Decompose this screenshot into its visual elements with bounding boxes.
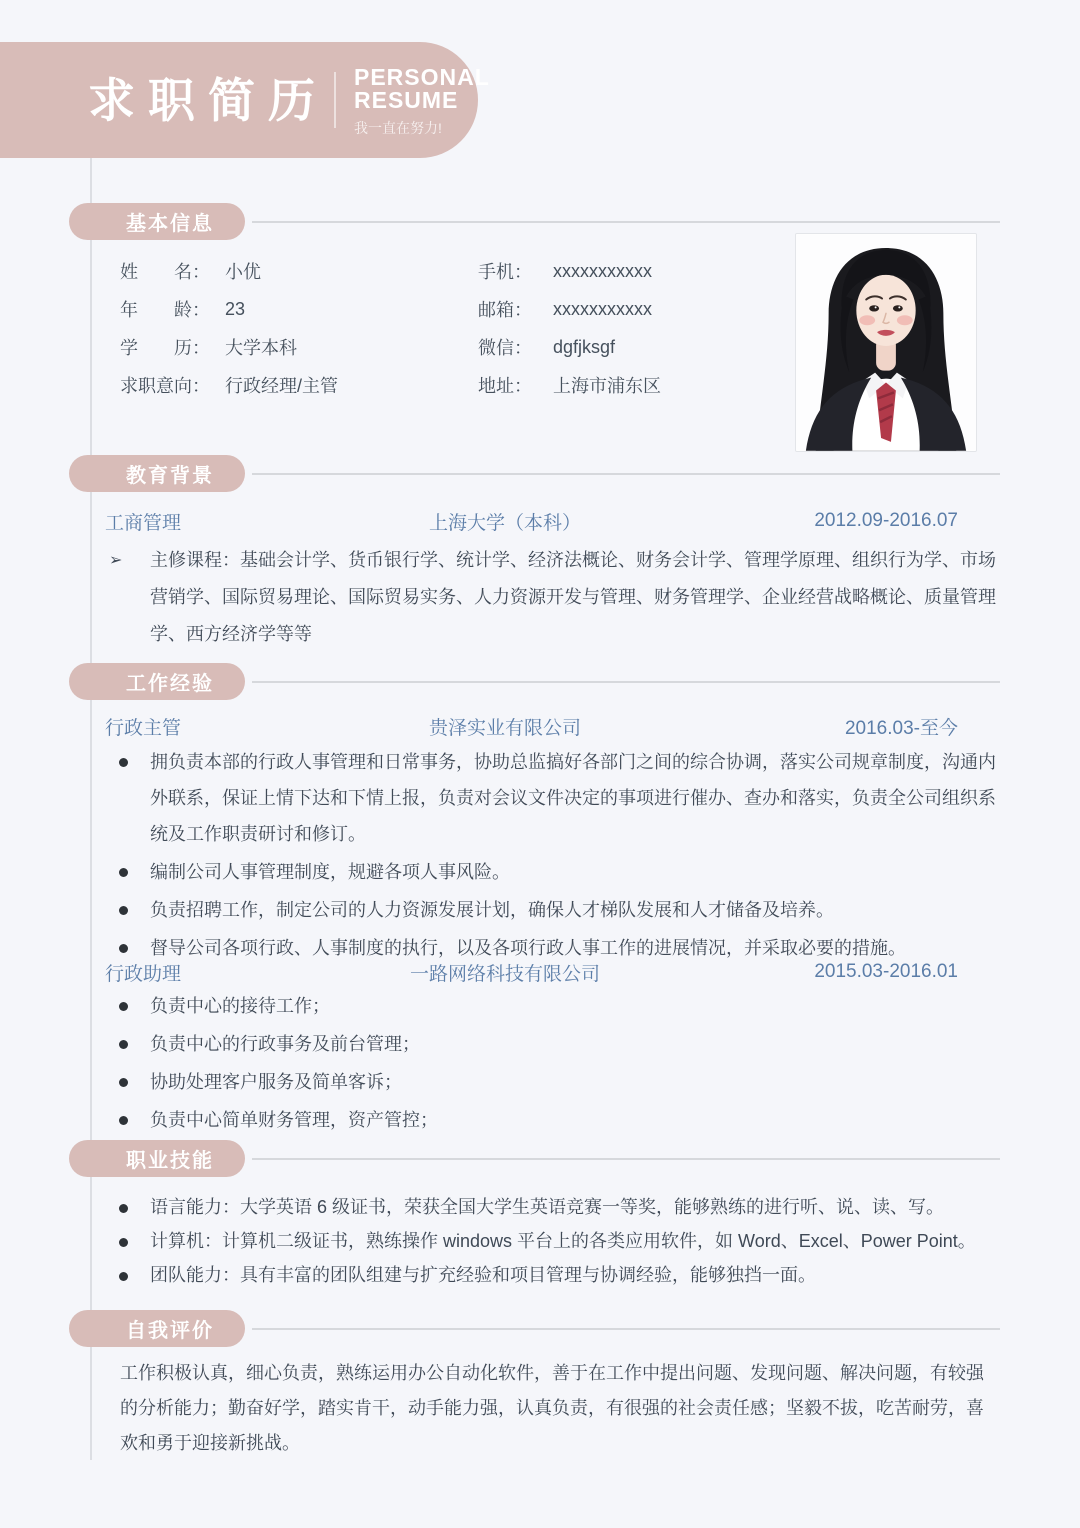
job-bullet-text: 负责中心简单财务管理，资产管控；	[150, 1110, 438, 1130]
job-bullet	[105, 1102, 1008, 1138]
job1-company: 贵泽实业有限公司	[428, 717, 581, 739]
section-title-skills: 职业技能	[126, 1150, 214, 1172]
section-title-education: 教育背景	[126, 465, 214, 487]
job1-title: 行政主管	[105, 717, 182, 739]
section-badge-self-eval	[69, 1310, 245, 1347]
field-wechat	[478, 328, 661, 366]
field-label: 微信：	[478, 338, 532, 358]
section-divider-line	[252, 221, 1000, 223]
job-bullet	[105, 892, 1008, 928]
section-badge-basic-info	[69, 203, 245, 240]
field-label: 地址：	[478, 376, 532, 396]
job-bullet-text: 拥负责本部的行政人事管理和日常事务，协助总监搞好各部门之间的综合协调，落实公司规章制度，沟通内外联系，保证上情下达和下情上报，负责对会议文件决定的事项进行催办、查办和落实，负责全公司组织系统及工作职责研讨和修订。	[150, 752, 996, 844]
job1-bullet-list	[105, 744, 1008, 966]
field-name	[120, 252, 338, 290]
job-bullet-text: 负责中心的接待工作；	[150, 996, 330, 1016]
field-education-level	[120, 328, 338, 366]
self-evaluation-text: 工作积极认真，细心负责，熟练运用办公自动化软件，善于在工作中提出问题、发现问题、解决问题，有较强的分析能力；勤奋好学，踏实肯干，动手能力强，认真负责，有很强的社会责任感；坚毅不拔，吃苦耐劳，喜欢和勇于迎接新挑战。	[120, 1363, 984, 1453]
section-header-basic-info	[0, 203, 1080, 240]
resume-header	[0, 42, 490, 158]
job2-period: 2015.03-2016.01	[814, 961, 958, 982]
field-value: xxxxxxxxxxx	[553, 260, 652, 281]
skill-text: 团队能力：具有丰富的团队组建与扩充经验和项目管理与协调经验，能够独挡一面。	[150, 1265, 816, 1285]
job1-period: 2016.03-至今	[844, 717, 958, 739]
arrow-bullet-icon: ➢	[109, 552, 123, 569]
field-age	[120, 290, 338, 328]
portrait-illustration	[796, 234, 976, 451]
skill-text: 语言能力：大学英语 6 级证书，荣获全国大学生英语竞赛一等奖，能够熟练的进行听、说、读、写。	[150, 1197, 945, 1217]
job2-entry-header	[105, 954, 958, 990]
field-value: 上海市浦东区	[553, 376, 661, 396]
skill-text: 计算机：计算机二级证书，熟练操作 windows 平台上的各类应用软件，如 Word、Excel、Power Point。	[150, 1231, 976, 1251]
section-header-self-eval	[0, 1310, 1080, 1347]
field-value: 小优	[225, 262, 261, 282]
job-bullet	[105, 1026, 1008, 1062]
section-title-self-eval: 自我评价	[126, 1320, 214, 1342]
field-label: 邮箱：	[478, 300, 532, 320]
section-divider-line	[252, 1328, 1000, 1330]
section-header-work	[0, 663, 1080, 700]
field-address	[478, 366, 661, 404]
field-label: 手机：	[478, 262, 532, 282]
section-badge-skills	[69, 1140, 245, 1177]
left-guide-line	[90, 158, 92, 1460]
resume-tagline: 我一直在努力!	[354, 119, 442, 136]
section-badge-education	[69, 455, 245, 492]
skill-item	[105, 1190, 1008, 1224]
field-value: xxxxxxxxxxx	[553, 298, 652, 319]
education-detail-text: 主修课程：基础会计学、货币银行学、统计学、经济法概论、财务会计学、管理学原理、组织行为学、市场营销学、国际贸易理论、国际贸易实务、人力资源开发与管理、财务管理学、企业经营战略概论、质量管理学、西方经济学等等	[150, 550, 996, 644]
job-bullet	[105, 1064, 1008, 1100]
job-bullet	[105, 988, 1008, 1024]
section-header-skills	[0, 1140, 1080, 1177]
skill-item	[105, 1258, 1008, 1292]
field-job-objective	[120, 366, 338, 404]
field-label: 年 龄：	[120, 300, 210, 320]
job-bullet-text: 负责中心的行政事务及前台管理；	[150, 1034, 420, 1054]
section-title-work: 工作经验	[126, 673, 214, 695]
header-subtitle-block	[354, 63, 490, 136]
job2-bullet-list	[105, 988, 1008, 1138]
job1-entry-header	[105, 708, 958, 744]
job-bullet	[105, 744, 1008, 852]
job-bullet-text: 协助处理客户服务及简单客诉；	[150, 1072, 402, 1092]
job-bullet-text: 负责招聘工作，制定公司的人力资源发展计划，确保人才梯队发展和人才储备及培养。	[150, 900, 834, 920]
field-label: 求职意向：	[120, 376, 210, 396]
field-label: 学 历：	[120, 338, 210, 358]
field-value: 大学本科	[225, 338, 297, 358]
basic-info-right-column	[478, 252, 661, 404]
job2-company: 一路网络科技有限公司	[409, 963, 600, 985]
field-value: 行政经理/主管	[225, 376, 339, 396]
education-detail-list	[105, 542, 1008, 653]
section-divider-line	[252, 473, 1000, 475]
resume-title: 求职简历	[88, 73, 328, 127]
job2-title: 行政助理	[105, 963, 182, 985]
skill-item	[105, 1224, 1008, 1258]
job-bullet-text: 编制公司人事管理制度，规避各项人事风险。	[150, 862, 510, 882]
field-value: dgfjksgf	[553, 336, 616, 357]
skills-list	[105, 1190, 1008, 1292]
field-label: 姓 名：	[120, 262, 210, 282]
header-divider-line	[334, 72, 336, 128]
field-email	[478, 290, 661, 328]
job-bullet	[105, 854, 1008, 890]
id-photo	[795, 233, 977, 452]
education-entry-header	[105, 503, 958, 539]
resume-subtitle-en: PERSONAL RESUME	[354, 63, 490, 113]
education-school: 上海大学（本科）	[428, 512, 581, 534]
education-detail-item	[105, 542, 1008, 653]
section-badge-work	[69, 663, 245, 700]
education-major: 工商管理	[105, 512, 182, 534]
section-title-basic-info: 基本信息	[126, 213, 214, 235]
section-divider-line	[252, 681, 1000, 683]
basic-info-left-column	[120, 252, 338, 404]
job-bullet-text: 督导公司各项行政、人事制度的执行，以及各项行政人事工作的进展情况，并采取必要的措施。	[150, 938, 906, 958]
section-header-education	[0, 455, 1080, 492]
field-phone	[478, 252, 661, 290]
field-value: 23	[225, 298, 246, 319]
section-divider-line	[252, 1158, 1000, 1160]
education-period: 2012.09-2016.07	[814, 510, 958, 531]
